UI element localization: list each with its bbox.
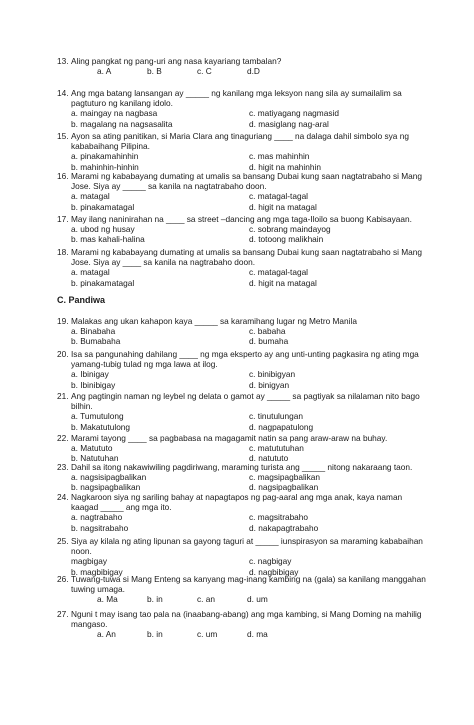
answer-option: a. Matututo <box>71 443 113 454</box>
answer-option: b. mahinhin-hinhin <box>71 161 139 172</box>
answer-option: d. bumaha <box>249 336 289 347</box>
question-item <box>57 609 427 640</box>
answer-option: b. nagsitrabaho <box>71 522 129 533</box>
answer-option: b. in <box>147 594 163 605</box>
answer-option: c. nagbigay <box>249 556 292 567</box>
answer-option: a. nagtrabaho <box>71 512 123 523</box>
question-item <box>57 462 427 493</box>
answer-options <box>71 411 427 431</box>
answer-option: c. mas mahinhin <box>249 151 310 162</box>
answer-option: c. matututuhan <box>249 443 304 454</box>
answer-options <box>71 224 427 244</box>
question-number: 15. <box>57 131 69 141</box>
answer-option: a. matagal <box>71 267 110 278</box>
question-text: Marami tayong ____ sa pagbabasa na magagamit natin sa pang araw-araw na buhay. <box>71 433 388 443</box>
question-number: 17. <box>57 214 69 224</box>
question-stem <box>57 462 427 472</box>
question-number: 21. <box>57 391 69 401</box>
answer-option: d. natututo <box>249 453 289 464</box>
question-number: 13. <box>57 56 69 66</box>
question-number: 25. <box>57 536 69 546</box>
question-item <box>57 433 427 464</box>
question-text: Aling pangkat ng pang-uri ang nasa kayariang tambalan? <box>71 56 282 66</box>
answer-option: b. Natutuhan <box>71 453 119 464</box>
answer-option: d.D <box>247 66 260 77</box>
answer-option: d. totoong malikhain <box>249 234 324 245</box>
question-stem <box>57 492 427 512</box>
answer-options <box>71 191 427 211</box>
answer-option: a. ubod ng husay <box>71 224 135 235</box>
question-number: 27. <box>57 609 69 619</box>
answer-option: b. Bumabaha <box>71 336 121 347</box>
question-text: Dahil sa itong nakawiwiling pagdiriwang, maraming turista ang _____ nitong nakaraang taon. <box>71 462 413 472</box>
answer-option: d. binigyan <box>249 379 290 390</box>
answer-option: d. higit na mahinhin <box>249 161 321 172</box>
question-number: 20. <box>57 349 69 359</box>
answer-option: c. babaha <box>249 326 286 337</box>
answer-option: d. um <box>247 594 268 605</box>
question-text: Ayon sa ating panitikan, si Maria Clara ang tinaguriang ____ na dalaga dahil simbolo sya ng kababaihang Pilipina. <box>71 131 409 152</box>
answer-option: b. B <box>147 66 162 77</box>
question-stem <box>57 349 427 369</box>
answer-option: d. nagpapatulong <box>249 421 314 432</box>
answer-option: c. matagal-tagal <box>249 191 309 202</box>
answer-option: a. A <box>97 66 112 77</box>
question-stem <box>57 609 427 629</box>
question-item <box>57 247 427 288</box>
answer-option: d. higit na matagal <box>249 201 317 212</box>
question-item <box>57 131 427 172</box>
question-item <box>57 349 427 390</box>
answer-options <box>71 108 427 128</box>
answer-option: a. Ibinigay <box>71 369 109 380</box>
answer-option: a. An <box>97 629 116 640</box>
question-text: Marami ng kababayang dumating at umalis sa bansang Dubai kung saan nagtatrabaho si Mang Jose. Siya ay _____ sa kanila na nagtatrabaho doon. <box>71 171 422 192</box>
question-text: Ang mga batang lansangan ay _____ ng kanilang mga leksyon nang sila ay sumailalim sa pagtuturo ng kanilang idolo. <box>71 88 402 109</box>
question-text: May ilang naninirahan na ____ sa street –dancing ang mga taga-Iloilo sa buong Kabisayaan. <box>71 214 412 224</box>
question-stem <box>57 214 427 224</box>
question-text: Nguni t may isang tao pala na (inaabang-abang) ang mga kambing, si Mang Doming na mahilig mangaso. <box>71 609 422 630</box>
question-stem <box>57 391 427 411</box>
question-item <box>57 316 427 347</box>
answer-option: b. Ibinibigay <box>71 379 116 390</box>
question-item <box>57 574 427 605</box>
answer-options <box>71 326 427 346</box>
answer-options <box>71 369 427 389</box>
answer-option: c. tinutulungan <box>249 411 303 422</box>
answer-option: a. maingay na nagbasa <box>71 108 158 119</box>
answer-option: d. masiglang nag-aral <box>249 118 329 129</box>
answer-option: b. in <box>147 629 163 640</box>
question-item <box>57 171 427 212</box>
question-text: Marami ng kababayang dumating at umalis sa bansang Dubai kung saan nagtatrabaho si Mang Jose. Siya ay ____ sa kanila na nagtrabaho doon. <box>71 247 422 268</box>
answer-option: a. Ma <box>97 594 118 605</box>
answer-options <box>97 66 427 76</box>
question-stem <box>57 574 427 594</box>
question-stem <box>57 433 427 443</box>
answer-option: d. nagbibigay <box>249 566 299 577</box>
answer-options <box>71 512 427 532</box>
answer-option: b. mas kahali-halina <box>71 234 145 245</box>
question-stem <box>57 56 427 66</box>
question-number: 22. <box>57 433 69 443</box>
answer-option: magbigay <box>71 556 107 567</box>
answer-options <box>71 443 427 463</box>
question-number: 14. <box>57 88 69 98</box>
question-number: 23. <box>57 462 69 472</box>
answer-option: d. nagsipagbalikan <box>249 482 319 493</box>
question-stem <box>57 131 427 151</box>
question-stem <box>57 171 427 191</box>
answer-option: c. magsipagbalikan <box>249 472 321 483</box>
question-text: Siya ay kilala ng ating lipunan sa gayong taguri at _____ iunspirasyon sa maraming kababaihan noon. <box>71 536 423 557</box>
answer-option: b. magbibigay <box>71 566 123 577</box>
question-item <box>57 56 427 76</box>
question-number: 16. <box>57 171 69 181</box>
question-item <box>57 536 427 577</box>
question-item <box>57 391 427 432</box>
section-heading: C. Pandiwa <box>57 295 106 305</box>
answer-option: a. Tumutulong <box>71 411 124 422</box>
question-item <box>57 88 427 129</box>
question-number: 24. <box>57 492 69 502</box>
answer-option: b. magalang na nagsasalita <box>71 118 173 129</box>
answer-options <box>97 629 427 639</box>
answer-option: c. sobrang maindayog <box>249 224 331 235</box>
answer-options <box>71 472 427 492</box>
answer-option: d. higit na matagal <box>249 277 317 288</box>
answer-option: c. an <box>197 594 215 605</box>
question-text: Ang pagtingin naman ng leybel ng delata o gamot ay _____ sa pagtiyak sa nilalaman nito bago bilhin. <box>71 391 420 412</box>
answer-option: b. Makatutulong <box>71 421 131 432</box>
answer-options <box>71 267 427 287</box>
question-number: 26. <box>57 574 69 584</box>
question-text: Nagkaroon siya ng sariling bahay at napagtapos ng pag-aaral ang mga anak, kaya naman kaagad _____ ang mga ito. <box>71 492 403 513</box>
answer-option: c. C <box>197 66 212 77</box>
answer-option: c. magsitrabaho <box>249 512 309 523</box>
question-number: 19. <box>57 316 69 326</box>
answer-option: c. binibigyan <box>249 369 296 380</box>
answer-options <box>97 594 427 604</box>
question-text: Malakas ang ukan kahapon kaya _____ sa karamihang lugar ng Metro Manila <box>71 316 357 326</box>
answer-option: d. nakapagtrabaho <box>249 522 319 533</box>
answer-option: b. nagsipagbalikan <box>71 482 141 493</box>
question-stem <box>57 247 427 267</box>
answer-option: c. um <box>197 629 218 640</box>
question-stem <box>57 536 427 556</box>
answer-option: b. pinakamatagal <box>71 201 135 212</box>
answer-option: d. ma <box>247 629 268 640</box>
answer-option: a. Binabaha <box>71 326 116 337</box>
answer-option: a. nagsisipagbalikan <box>71 472 147 483</box>
question-text: Tuwang-tuwa si Mang Enteng sa kanyang mag-inang kambing na (gala) sa kanilang manggahan tuwing umaga. <box>71 574 426 595</box>
question-stem <box>57 316 427 326</box>
answer-option: c. matagal-tagal <box>249 267 309 278</box>
answer-option: b. pinakamatagal <box>71 277 135 288</box>
question-item <box>57 492 427 533</box>
answer-option: a. pinakamahinhin <box>71 151 139 162</box>
question-number: 18. <box>57 247 69 257</box>
question-text: Isa sa pangunahing dahilang ____ ng mga eksperto ay ang unti-unting pagkasira ng ating mga yamang-tubig tulad ng mga lawa at ilog. <box>71 349 419 370</box>
answer-option: a. matagal <box>71 191 110 202</box>
question-stem <box>57 88 427 108</box>
answer-options <box>71 151 427 171</box>
question-item <box>57 214 427 245</box>
answer-option: c. matiyagang nagmasid <box>249 108 339 119</box>
